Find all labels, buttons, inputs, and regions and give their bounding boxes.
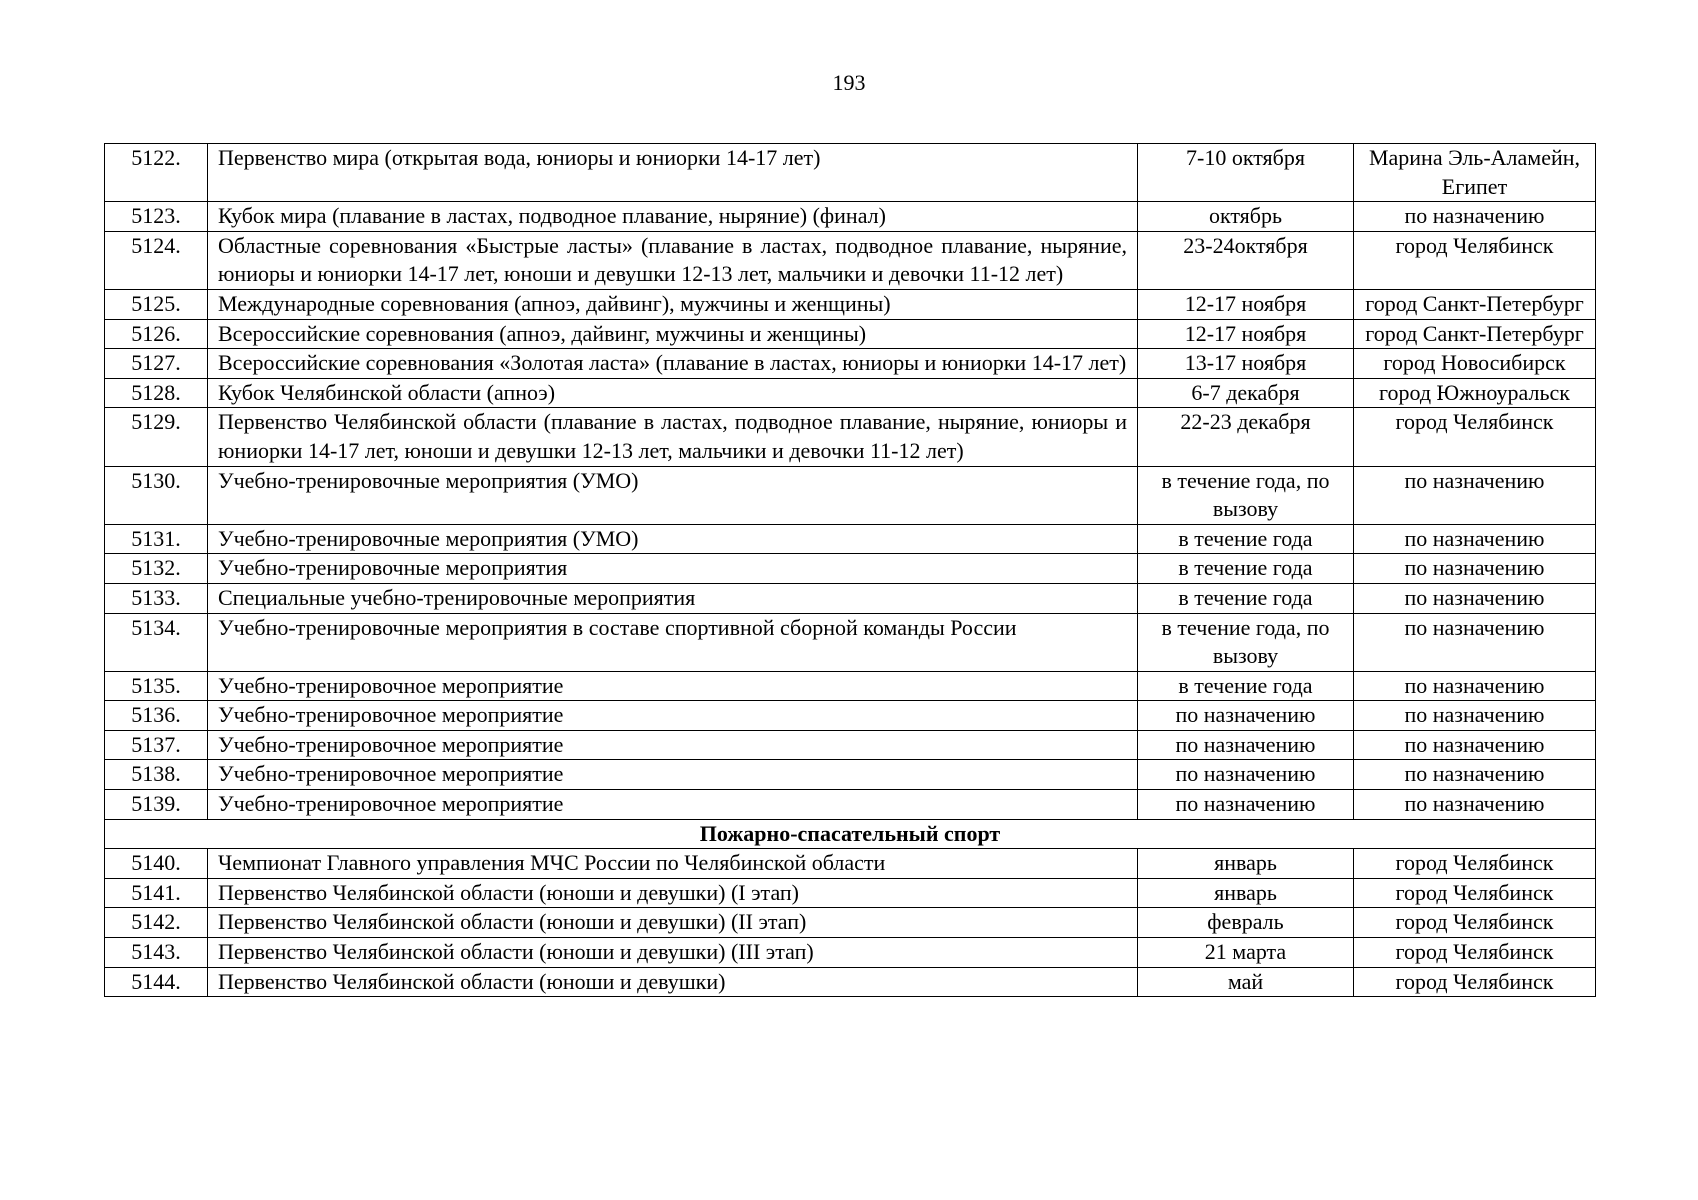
table-row [105,760,1596,790]
event-date: 12-17 ноября [1138,319,1354,349]
event-place: Марина Эль-Аламейн, Египет [1354,144,1596,202]
event-title: Учебно-тренировочные мероприятия в составе спортивной сборной команды России [208,613,1138,671]
table-row [105,202,1596,232]
event-number: 5140. [105,849,208,879]
event-date: 13-17 ноября [1138,349,1354,379]
event-title: Кубок Челябинской области (апноэ) [208,378,1138,408]
event-number: 5125. [105,289,208,319]
event-date: в течение года, по вызову [1138,466,1354,524]
event-number: 5131. [105,524,208,554]
event-title: Специальные учебно-тренировочные мероприятия [208,583,1138,613]
events-table [104,143,1596,997]
event-number: 5141. [105,878,208,908]
event-date: октябрь [1138,202,1354,232]
table-row [105,849,1596,879]
table-row [105,613,1596,671]
event-place: по назначению [1354,466,1596,524]
event-title: Первенство Челябинской области (плавание в ластах, подводное плавание, ныряние, юниоры и юниорки 14-17 лет, юноши и девушки 12-13 лет, мальчики и девочки 11-12 лет) [208,408,1138,466]
event-date: 12-17 ноября [1138,289,1354,319]
event-number: 5129. [105,408,208,466]
events-table-body [105,144,1596,997]
event-place: по назначению [1354,671,1596,701]
event-place: по назначению [1354,202,1596,232]
table-row [105,231,1596,289]
event-title: Первенство Челябинской области (юноши и девушки) [208,967,1138,997]
table-row [105,289,1596,319]
section-heading: Пожарно-спасательный спорт [105,819,1596,849]
event-title: Учебно-тренировочные мероприятия (УМО) [208,524,1138,554]
event-number: 5144. [105,967,208,997]
event-date: февраль [1138,908,1354,938]
event-title: Первенство Челябинской области (юноши и девушки) (I этап) [208,878,1138,908]
section-row [105,819,1596,849]
event-place: город Новосибирск [1354,349,1596,379]
event-number: 5123. [105,202,208,232]
table-row [105,319,1596,349]
table-row [105,967,1596,997]
page-number: 193 [832,70,866,95]
event-place: по назначению [1354,613,1596,671]
event-number: 5132. [105,554,208,584]
event-date: по назначению [1138,730,1354,760]
table-row [105,701,1596,731]
event-date: по назначению [1138,760,1354,790]
event-place: город Челябинск [1354,849,1596,879]
event-date: в течение года [1138,671,1354,701]
event-title: Первенство мира (открытая вода, юниоры и юниорки 14-17 лет) [208,144,1138,202]
event-place: город Санкт-Петербург [1354,319,1596,349]
event-place: по назначению [1354,730,1596,760]
event-place: город Челябинск [1354,967,1596,997]
event-place: город Челябинск [1354,878,1596,908]
event-title: Учебно-тренировочные мероприятия (УМО) [208,466,1138,524]
table-row [105,554,1596,584]
table-row [105,524,1596,554]
event-place: город Челябинск [1354,938,1596,968]
event-place: по назначению [1354,583,1596,613]
event-number: 5137. [105,730,208,760]
event-title: Первенство Челябинской области (юноши и девушки) (III этап) [208,938,1138,968]
event-place: по назначению [1354,554,1596,584]
event-number: 5122. [105,144,208,202]
event-place: город Челябинск [1354,408,1596,466]
table-row [105,878,1596,908]
event-number: 5143. [105,938,208,968]
table-row [105,349,1596,379]
table-row [105,378,1596,408]
event-date: 22-23 декабря [1138,408,1354,466]
event-place: по назначению [1354,524,1596,554]
event-title: Учебно-тренировочные мероприятия [208,554,1138,584]
event-number: 5130. [105,466,208,524]
event-number: 5133. [105,583,208,613]
event-title: Учебно-тренировочное мероприятие [208,760,1138,790]
event-number: 5136. [105,701,208,731]
table-row [105,730,1596,760]
table-row [105,938,1596,968]
event-date: 21 марта [1138,938,1354,968]
event-date: 23-24октября [1138,231,1354,289]
event-number: 5135. [105,671,208,701]
event-place: город Южноуральск [1354,378,1596,408]
event-place: город Санкт-Петербург [1354,289,1596,319]
event-place: город Челябинск [1354,908,1596,938]
event-title: Всероссийские соревнования «Золотая ласта» (плавание в ластах, юниоры и юниорки 14-17 лет) [208,349,1138,379]
table-row [105,144,1596,202]
event-title: Областные соревнования «Быстрые ласты» (плавание в ластах, подводное плавание, ныряние, юниоры и юниорки 14-17 лет, юноши и девушки 12-13 лет, мальчики и девочки 11-12 лет) [208,231,1138,289]
event-title: Первенство Челябинской области (юноши и девушки) (II этап) [208,908,1138,938]
event-number: 5127. [105,349,208,379]
table-row [105,583,1596,613]
event-number: 5128. [105,378,208,408]
event-place: город Челябинск [1354,231,1596,289]
table-row [105,908,1596,938]
event-title: Учебно-тренировочное мероприятие [208,730,1138,760]
event-number: 5134. [105,613,208,671]
event-date: по назначению [1138,790,1354,820]
event-number: 5126. [105,319,208,349]
event-number: 5142. [105,908,208,938]
event-date: в течение года [1138,583,1354,613]
event-title: Кубок мира (плавание в ластах, подводное плавание, ныряние) (финал) [208,202,1138,232]
event-date: январь [1138,878,1354,908]
event-date: 6-7 декабря [1138,378,1354,408]
event-title: Учебно-тренировочное мероприятие [208,790,1138,820]
event-date: в течение года, по вызову [1138,613,1354,671]
table-row [105,790,1596,820]
event-place: по назначению [1354,701,1596,731]
event-number: 5138. [105,760,208,790]
event-date: в течение года [1138,554,1354,584]
table-row [105,466,1596,524]
event-number: 5139. [105,790,208,820]
event-place: по назначению [1354,760,1596,790]
table-row [105,671,1596,701]
event-number: 5124. [105,231,208,289]
event-title: Всероссийские соревнования (апноэ, дайвинг, мужчины и женщины) [208,319,1138,349]
event-date: по назначению [1138,701,1354,731]
event-date: май [1138,967,1354,997]
event-date: январь [1138,849,1354,879]
event-title: Учебно-тренировочное мероприятие [208,701,1138,731]
event-date: 7-10 октября [1138,144,1354,202]
event-title: Международные соревнования (апноэ, дайвинг), мужчины и женщины) [208,289,1138,319]
event-title: Учебно-тренировочное мероприятие [208,671,1138,701]
event-place: по назначению [1354,790,1596,820]
table-row [105,408,1596,466]
event-date: в течение года [1138,524,1354,554]
event-title: Чемпионат Главного управления МЧС России по Челябинской области [208,849,1138,879]
